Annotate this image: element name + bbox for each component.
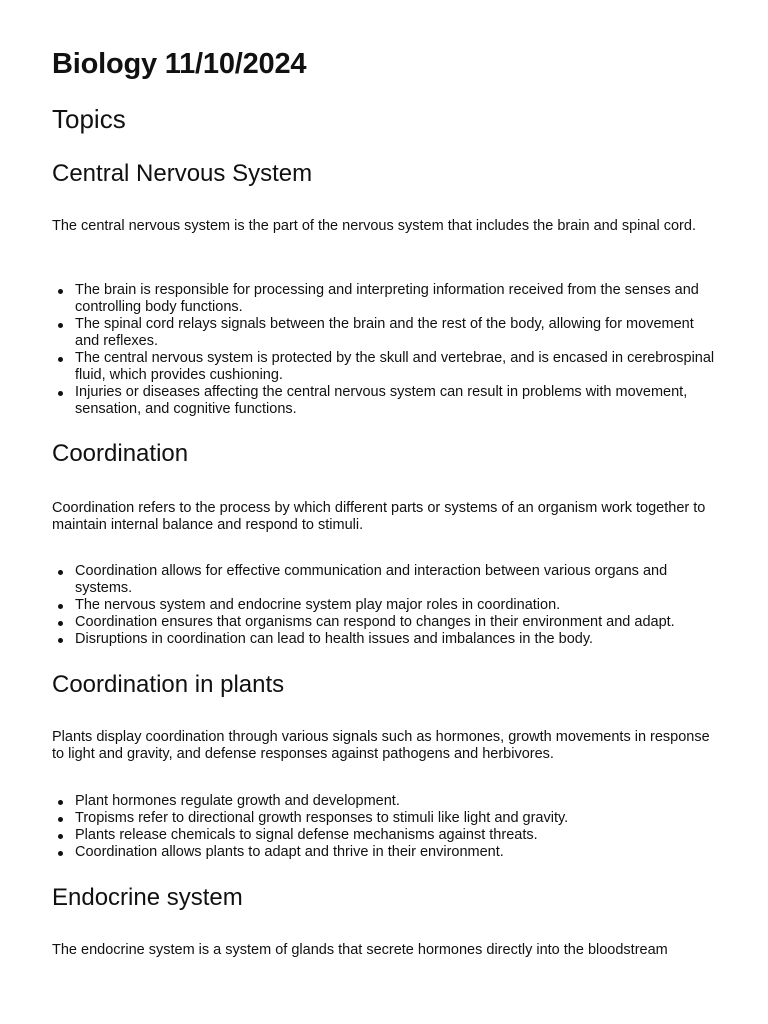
section-heading-central-nervous-system: Central Nervous System xyxy=(52,160,313,187)
list-item: Plant hormones regulate growth and development. xyxy=(75,793,720,810)
list-item: The brain is responsible for processing and interpreting information received from the senses and controlling body functions. xyxy=(75,282,720,316)
list-item: Coordination allows plants to adapt and thrive in their environment. xyxy=(75,844,720,861)
list-item: Coordination allows for effective communication and interaction between various organs and systems. xyxy=(75,563,720,597)
bullet-list-coordination xyxy=(52,563,720,648)
section-paragraph-coordination-in-plants: Plants display coordination through various signals such as hormones, growth movements in response to light and gravity, and defense responses against pathogens and herbivores. xyxy=(52,729,710,762)
bullet-list-coordination-in-plants xyxy=(52,793,720,861)
list-item: The nervous system and endocrine system play major roles in coordination. xyxy=(75,597,720,614)
bullet-list-central-nervous-system xyxy=(52,282,720,418)
section-paragraph-coordination: Coordination refers to the process by which different parts or systems of an organism work together to maintain internal balance and respond to stimuli. xyxy=(52,500,706,533)
list-item: Coordination ensures that organisms can respond to changes in their environment and adapt. xyxy=(75,614,720,631)
list-item: Disruptions in coordination can lead to health issues and imbalances in the body. xyxy=(75,631,720,648)
section-heading-coordination: Coordination xyxy=(52,440,189,467)
section-paragraph-central-nervous-system: The central nervous system is the part of the nervous system that includes the brain and spinal cord. xyxy=(52,218,696,234)
list-item: Plants release chemicals to signal defense mechanisms against threats. xyxy=(75,827,720,844)
topics-heading: Topics xyxy=(52,104,126,134)
list-item: The central nervous system is protected by the skull and vertebrae, and is encased in cerebrospinal fluid, which provides cushioning. xyxy=(75,350,720,384)
document-title: Biology 11/10/2024 xyxy=(52,48,307,80)
section-heading-endocrine-system: Endocrine system xyxy=(52,884,243,911)
list-item: The spinal cord relays signals between the brain and the rest of the body, allowing for movement and reflexes. xyxy=(75,316,720,350)
section-heading-coordination-in-plants: Coordination in plants xyxy=(52,671,285,698)
list-item: Tropisms refer to directional growth responses to stimuli like light and gravity. xyxy=(75,810,720,827)
section-paragraph-endocrine-system: The endocrine system is a system of glands that secrete hormones directly into the bloodstream xyxy=(52,942,668,958)
list-item: Injuries or diseases affecting the central nervous system can result in problems with movement, sensation, and cognitive functions. xyxy=(75,384,720,418)
